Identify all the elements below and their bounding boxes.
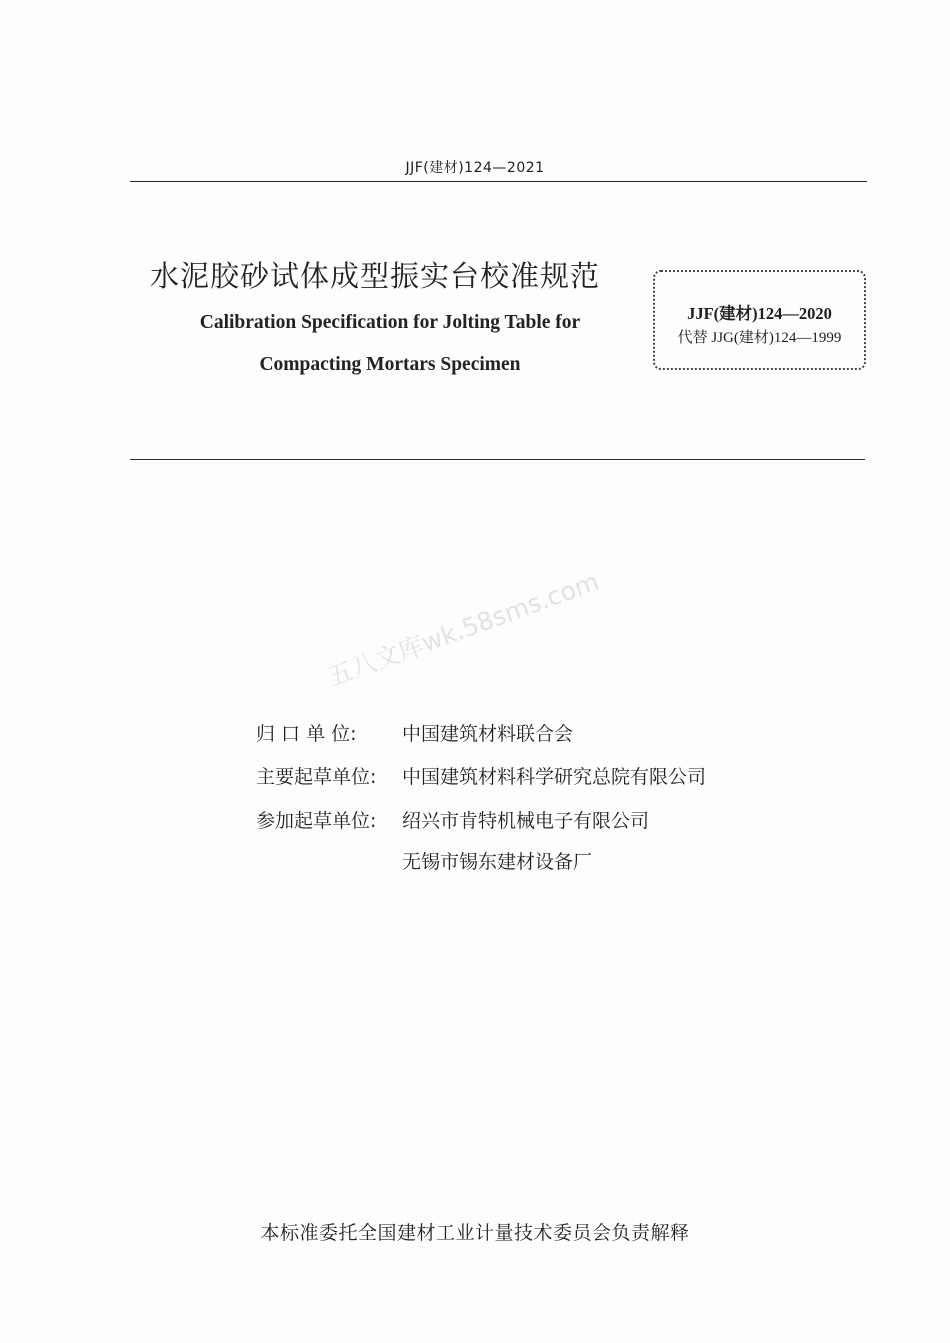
org-value-main-drafter: 中国建筑材料科学研究总院有限公司	[402, 766, 707, 788]
title-english-line-2: Compacting Mortars Specimen	[259, 354, 521, 375]
org-value-responsible: 中国建筑材料联合会	[402, 723, 574, 745]
title-rule	[130, 459, 865, 460]
org-row-participating-drafter-2	[256, 847, 592, 877]
interpretation-note: 本标准委托全国建材工业计量技术委员会负责解释	[260, 1222, 690, 1244]
org-value-participating-drafter-2: 无锡市锡东建材设备厂	[402, 851, 593, 873]
org-label-main-drafter: 主要起草单位:	[256, 766, 377, 788]
header-rule	[130, 181, 867, 182]
org-row-participating-drafter	[256, 806, 649, 836]
title-chinese: 水泥胶砂试体成型振实台校准规范	[150, 259, 601, 293]
org-label-participating-drafter: 参加起草单位:	[256, 810, 377, 832]
org-row-main-drafter	[256, 762, 706, 792]
org-value-participating-drafter-1: 绍兴市肯特机械电子有限公司	[402, 810, 650, 832]
header-standard-code: JJF(建材)124—2021	[405, 160, 545, 176]
org-row-responsible	[256, 719, 573, 749]
org-label-responsible: 归 口 单 位:	[256, 723, 357, 745]
watermark: 五八文库wk.58sms.com	[323, 566, 603, 692]
code-box-replaced-code: 代替 JJG(建材)124—1999	[677, 330, 842, 346]
title-english-line-1: Calibration Specification for Jolting Table for	[199, 312, 581, 333]
code-box-current-code: JJF(建材)124—2020	[687, 304, 832, 323]
standard-code-box	[653, 270, 866, 370]
